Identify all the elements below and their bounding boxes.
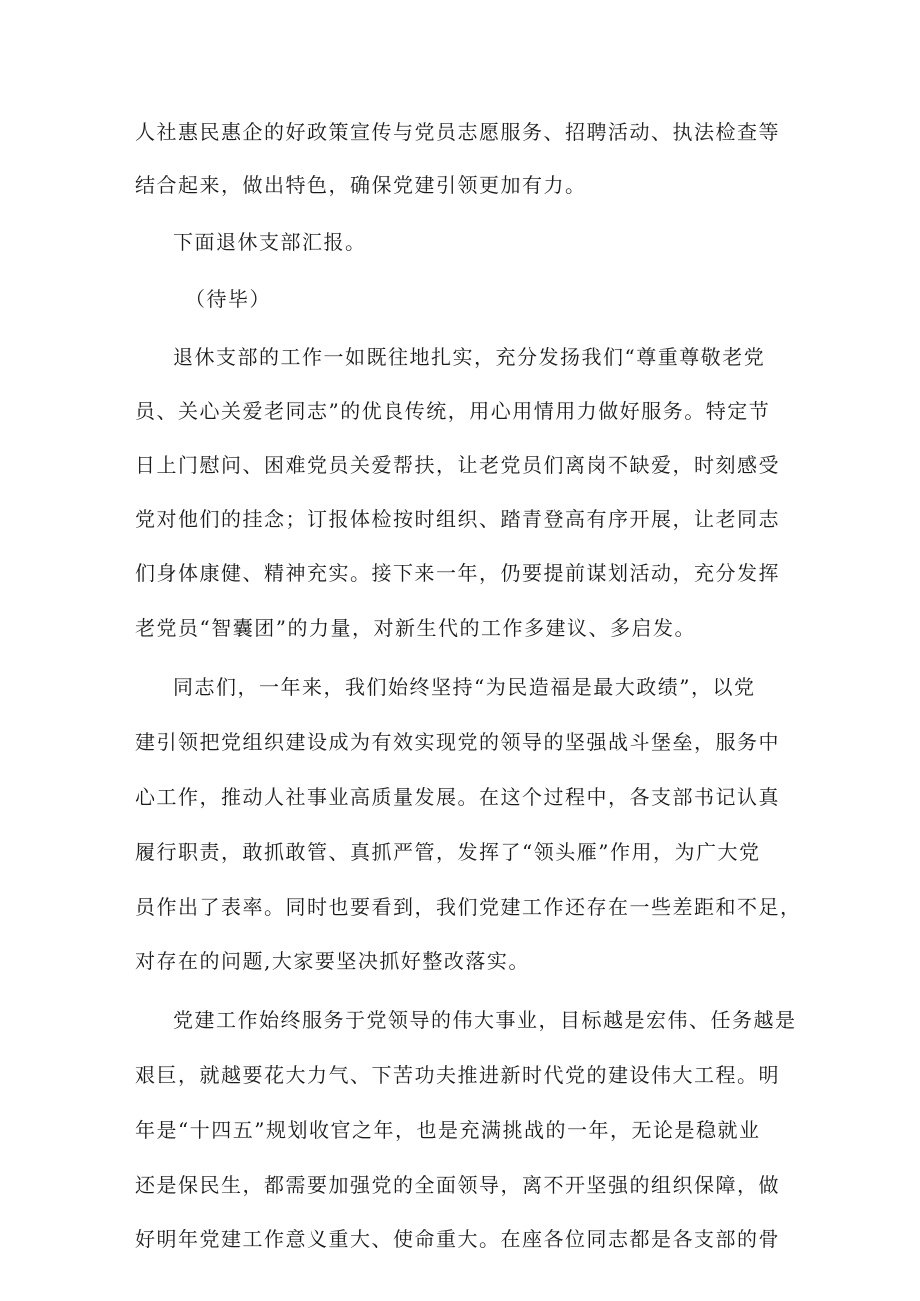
text-line: 艰巨，就越要花大力气、下苦功夫推进新时代党的建设伟大工程。明: [135, 1063, 780, 1087]
text-line: 们身体康健、精神充实。接下来一年，仍要提前谋划活动，充分发挥: [135, 561, 780, 585]
text-line: 员作出了表率。同时也要看到，我们党建工作还存在一些差距和不足，: [135, 895, 802, 919]
text-line: 对存在的问题,大家要坚决抓好整改落实。: [135, 949, 530, 973]
text-line: 结合起来，做出特色，确保党建引领更加有力。: [135, 173, 587, 197]
text-line: 党建工作始终服务于党领导的伟大事业，目标越是宏伟、任务越是: [173, 1008, 797, 1032]
text-line: 建引领把党组织建设成为有效实现党的领导的坚强战斗堡垒，服务中: [135, 730, 780, 754]
text-line: 履行职责，敢抓敢管、真抓严管，发挥了“领头雁”作用，为广大党: [135, 840, 761, 864]
text-line: 还是保民生，都需要加强党的全面领导，离不开坚强的组织保障，做: [135, 1173, 780, 1197]
text-line: 年是“十四五”规划收官之年，也是充满挑战的一年，无论是稳就业: [135, 1118, 761, 1142]
text-line: 退休支部的工作一如既往地扎实，充分发扬我们“尊重尊敬老党: [173, 345, 766, 369]
text-line: 好明年党建工作意义重大、使命重大。在座各位同志都是各支部的骨: [135, 1227, 780, 1251]
text-line: 日上门慰问、困难党员关爱帮扶，让老党员们离岗不缺爱，时刻感受: [135, 453, 780, 477]
text-line: 下面退休支部汇报。: [173, 230, 367, 254]
text-line: 党对他们的挂念；订报体检按时组织、踏青登高有序开展，让老同志: [135, 507, 780, 531]
text-line: 员、关心关爱老同志”的优良传统，用心用情用力做好服务。特定节: [135, 399, 771, 423]
text-line: 同志们，一年来，我们始终坚持“为民造福是最大政绩”，以党: [173, 675, 756, 699]
text-line: 人社惠民惠企的好政策宣传与党员志愿服务、招聘活动、执法检查等: [135, 120, 780, 144]
text-line: （待毕）: [185, 287, 271, 311]
text-line: 心工作，推动人社事业高质量发展。在这个过程中，各支部书记认真: [135, 785, 780, 809]
text-line: 老党员“智囊团”的力量，对新生代的工作多建议、多启发。: [135, 616, 696, 640]
